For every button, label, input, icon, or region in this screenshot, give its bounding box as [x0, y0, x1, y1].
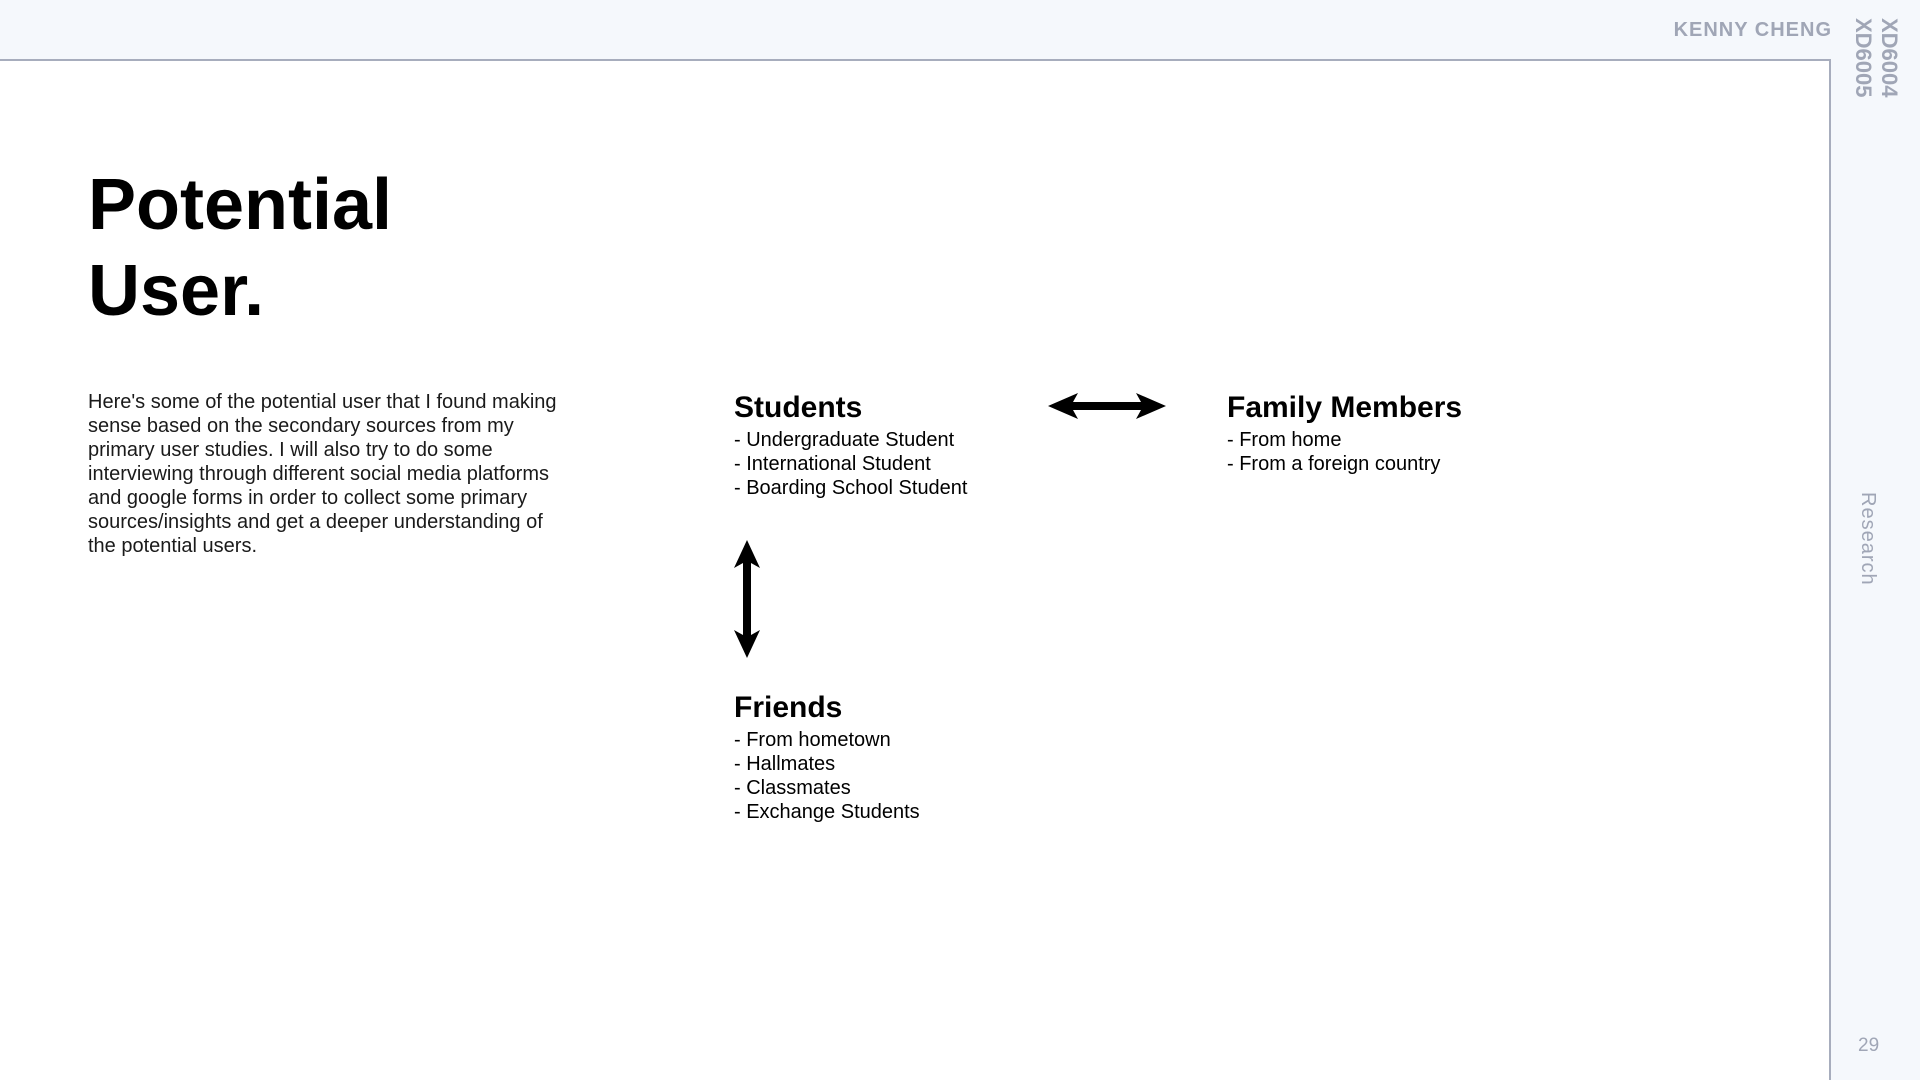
list-item: - Boarding School Student — [734, 477, 968, 499]
list-item: - From home — [1227, 429, 1342, 451]
list-item: - From a foreign country — [1227, 453, 1441, 475]
course-code-2: XD6005 — [1851, 18, 1876, 98]
group-family-members — [1227, 390, 1462, 476]
author-name: KENNY CHENG — [1673, 19, 1832, 41]
group-family-list — [1227, 428, 1462, 476]
group-family-heading: Family Members — [1227, 391, 1463, 424]
list-item: - Exchange Students — [734, 801, 920, 823]
group-students — [734, 390, 968, 500]
intro-paragraph: Here's some of the potential user that I found making sense based on the secondary sources from my primary user studies. I will also try to do some interviewing through different social media platforms and google forms in order to collect some primary sources/insights and get a deeper understanding of the potential users. — [88, 391, 557, 557]
page-title-line-2: User. — [88, 251, 265, 331]
double-headed-arrow-vertical-icon — [732, 538, 762, 660]
double-headed-arrow-horizontal-icon — [1046, 390, 1168, 422]
page-title — [88, 162, 392, 334]
page-title-line-1: Potential — [88, 165, 393, 245]
list-item: - Classmates — [734, 777, 851, 799]
section-label: Research — [1857, 492, 1879, 586]
group-friends — [734, 690, 920, 824]
list-item: - Undergraduate Student — [734, 429, 955, 451]
course-code-1: XD6004 — [1877, 18, 1902, 98]
page-number: 29 — [1858, 1035, 1880, 1056]
group-students-heading: Students — [734, 391, 863, 424]
group-friends-heading: Friends — [734, 691, 843, 724]
group-students-list — [734, 428, 968, 500]
list-item: - From hometown — [734, 729, 891, 751]
list-item: - Hallmates — [734, 753, 836, 775]
list-item: - International Student — [734, 453, 931, 475]
course-codes — [1850, 18, 1902, 98]
group-friends-list — [734, 728, 920, 824]
